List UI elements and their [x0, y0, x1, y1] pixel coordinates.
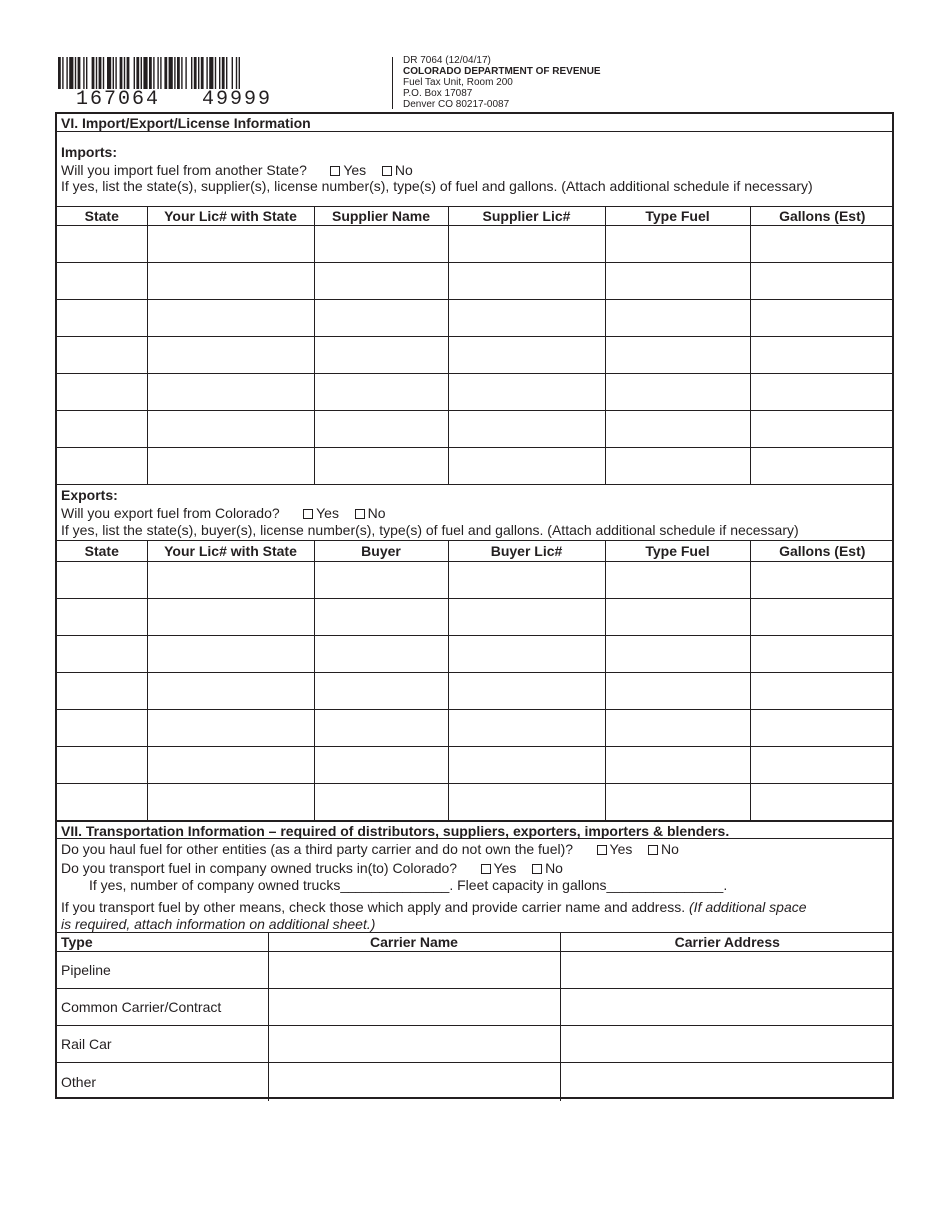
table-cell[interactable] [314, 636, 448, 673]
table-cell[interactable] [750, 448, 894, 485]
table-cell[interactable] [605, 448, 750, 485]
table-cell[interactable] [750, 784, 894, 821]
haul-yes-label: Yes [609, 841, 633, 857]
table-cell[interactable] [605, 636, 750, 673]
col-header: State [57, 541, 147, 562]
imports-yes-label: Yes [343, 162, 367, 178]
table-cell[interactable] [448, 710, 605, 747]
table-cell[interactable] [314, 411, 448, 448]
col-header: Your Lic# with State [147, 541, 314, 562]
table-cell[interactable] [147, 599, 314, 636]
exports-yes-checkbox[interactable] [303, 509, 313, 519]
table-row [57, 636, 894, 673]
table-row [57, 673, 894, 710]
table-row [57, 710, 894, 747]
table-cell[interactable] [147, 747, 314, 784]
table-cell[interactable] [448, 226, 605, 263]
table-cell[interactable] [57, 747, 147, 784]
carrier-type-label: Rail Car [57, 1026, 268, 1063]
table-cell[interactable] [147, 374, 314, 411]
table-row [57, 337, 894, 374]
table-cell[interactable] [57, 710, 147, 747]
carrier-address-cell[interactable] [560, 989, 894, 1026]
other-means-note-2: is required, attach information on additional sheet.) [61, 916, 376, 932]
col-header: Gallons (Est) [750, 207, 894, 226]
exports-question-text: Will you export fuel from Colorado? [61, 505, 280, 521]
table-cell[interactable] [605, 226, 750, 263]
city-address: Denver CO 80217-0087 [403, 99, 510, 110]
table-cell[interactable] [605, 673, 750, 710]
table-cell[interactable] [750, 263, 894, 300]
carrier-type-label: Other [57, 1063, 268, 1101]
table-cell[interactable] [314, 337, 448, 374]
table-row [57, 374, 894, 411]
table-cell[interactable] [605, 263, 750, 300]
table-cell[interactable] [147, 562, 314, 599]
table-cell[interactable] [750, 636, 894, 673]
carrier-type-label: Pipeline [57, 952, 268, 989]
section-6-title: VI. Import/Export/License Information [57, 114, 892, 132]
exports-instruction: If yes, list the state(s), buyer(s), license number(s), type(s) of fuel and gallons. (Attach additional schedule if necessary) [61, 522, 799, 538]
table-cell[interactable] [57, 374, 147, 411]
table-cell[interactable] [448, 374, 605, 411]
haul-no-checkbox[interactable] [648, 845, 658, 855]
table-cell[interactable] [147, 226, 314, 263]
exports-table [57, 540, 894, 821]
barcode [58, 57, 311, 89]
carrier-name-cell[interactable] [268, 989, 560, 1026]
table-cell[interactable] [147, 411, 314, 448]
table-cell[interactable] [57, 263, 147, 300]
trucks-details[interactable]: If yes, number of company owned trucks______________. Fleet capacity in gallons_______________. [89, 877, 728, 893]
table-row [57, 784, 894, 821]
col-header: Buyer [314, 541, 448, 562]
trucks-no-checkbox[interactable] [532, 864, 542, 874]
table-cell[interactable] [57, 599, 147, 636]
col-header: State [57, 207, 147, 226]
table-cell[interactable] [57, 300, 147, 337]
table-cell[interactable] [57, 226, 147, 263]
table-cell[interactable] [448, 747, 605, 784]
trucks-no-label: No [545, 860, 563, 876]
table-cell[interactable] [314, 562, 448, 599]
table-cell[interactable] [750, 337, 894, 374]
imports-table [57, 206, 894, 485]
haul-no-label: No [661, 841, 679, 857]
table-row [57, 226, 894, 263]
exports-yes-label: Yes [316, 505, 339, 521]
table-cell[interactable] [448, 337, 605, 374]
col-header: Gallons (Est) [750, 541, 894, 562]
table-cell[interactable] [448, 300, 605, 337]
table-cell[interactable] [448, 411, 605, 448]
table-cell[interactable] [57, 448, 147, 485]
haul-question [61, 841, 679, 857]
table-cell[interactable] [448, 599, 605, 636]
table-cell[interactable] [605, 562, 750, 599]
table-cell[interactable] [605, 411, 750, 448]
exports-header-row [57, 541, 894, 562]
table-cell[interactable] [314, 710, 448, 747]
imports-instruction: If yes, list the state(s), supplier(s), license number(s), type(s) of fuel and gallons. (Attach additional schedule if necessary) [61, 178, 813, 194]
table-cell[interactable] [314, 747, 448, 784]
carrier-address-cell[interactable] [560, 1026, 894, 1063]
carrier-row-other [57, 1063, 894, 1101]
col-header: Your Lic# with State [147, 207, 314, 226]
table-cell[interactable] [448, 784, 605, 821]
table-cell[interactable] [750, 673, 894, 710]
table-cell[interactable] [147, 710, 314, 747]
other-means-text [61, 899, 807, 915]
table-cell[interactable] [57, 337, 147, 374]
other-means-instruction: If you transport fuel by other means, check those which apply and provide carrier name and address. [61, 899, 686, 915]
table-cell[interactable] [314, 374, 448, 411]
table-cell[interactable] [750, 710, 894, 747]
carrier-type-label: Common Carrier/Contract [57, 989, 268, 1026]
table-cell[interactable] [147, 337, 314, 374]
table-cell[interactable] [448, 562, 605, 599]
carrier-row-common [57, 989, 894, 1026]
trucks-yes-label: Yes [493, 860, 517, 876]
table-cell[interactable] [147, 263, 314, 300]
col-header: Supplier Name [314, 207, 448, 226]
col-header: Type Fuel [605, 207, 750, 226]
table-cell[interactable] [147, 673, 314, 710]
carrier-row-rail [57, 1026, 894, 1063]
col-header: Buyer Lic# [448, 541, 605, 562]
table-cell[interactable] [605, 337, 750, 374]
table-cell[interactable] [57, 673, 147, 710]
header-divider [392, 57, 393, 109]
carrier-address-cell[interactable] [560, 952, 894, 989]
table-cell[interactable] [750, 599, 894, 636]
col-header: Carrier Name [268, 933, 560, 952]
carrier-address-cell[interactable] [560, 1063, 894, 1101]
table-cell[interactable] [314, 263, 448, 300]
carrier-name-cell[interactable] [268, 952, 560, 989]
table-cell[interactable] [314, 448, 448, 485]
trucks-yes-checkbox[interactable] [481, 864, 491, 874]
exports-heading: Exports: [61, 487, 118, 503]
other-means-note: (If additional space [689, 899, 807, 915]
po-box: P.O. Box 17087 [403, 88, 473, 99]
imports-question [61, 162, 413, 178]
table-cell[interactable] [605, 300, 750, 337]
table-cell[interactable] [147, 448, 314, 485]
table-cell[interactable] [750, 374, 894, 411]
exports-no-checkbox[interactable] [355, 509, 365, 519]
table-cell[interactable] [314, 784, 448, 821]
carrier-table [57, 932, 894, 1101]
agency-name: COLORADO DEPARTMENT OF REVENUE [403, 66, 601, 77]
carrier-name-cell[interactable] [268, 1063, 560, 1101]
table-cell[interactable] [448, 448, 605, 485]
section-7-title: VII. Transportation Information – required of distributors, suppliers, exporters, importers & blenders. [57, 821, 892, 839]
table-cell[interactable] [57, 784, 147, 821]
table-row [57, 562, 894, 599]
exports-question [61, 505, 386, 521]
unit-address: Fuel Tax Unit, Room 200 [403, 77, 513, 88]
table-row [57, 263, 894, 300]
table-cell[interactable] [147, 636, 314, 673]
col-header: Type [57, 933, 268, 952]
table-cell[interactable] [750, 226, 894, 263]
table-cell[interactable] [147, 300, 314, 337]
table-cell[interactable] [605, 747, 750, 784]
table-row [57, 599, 894, 636]
table-cell[interactable] [448, 263, 605, 300]
exports-no-label: No [367, 505, 386, 521]
imports-question-text: Will you import fuel from another State? [61, 162, 307, 178]
imports-no-checkbox[interactable] [382, 166, 392, 176]
table-cell[interactable] [314, 300, 448, 337]
carrier-header-row [57, 933, 894, 952]
col-header: Carrier Address [560, 933, 894, 952]
table-cell[interactable] [605, 784, 750, 821]
table-cell[interactable] [750, 562, 894, 599]
col-header: Supplier Lic# [448, 207, 605, 226]
table-cell[interactable] [448, 673, 605, 710]
table-cell[interactable] [750, 411, 894, 448]
table-cell[interactable] [57, 636, 147, 673]
table-row [57, 448, 894, 485]
col-header: Type Fuel [605, 541, 750, 562]
imports-no-label: No [394, 162, 413, 178]
imports-heading: Imports: [61, 144, 117, 160]
form-id: DR 7064 (12/04/17) [403, 55, 491, 66]
table-cell[interactable] [314, 226, 448, 263]
carrier-name-cell[interactable] [268, 1026, 560, 1063]
imports-header-row [57, 207, 894, 226]
table-cell[interactable] [750, 747, 894, 784]
table-row [57, 747, 894, 784]
table-row [57, 300, 894, 337]
table-cell[interactable] [314, 599, 448, 636]
table-row [57, 411, 894, 448]
header-info [403, 55, 601, 110]
table-cell[interactable] [605, 710, 750, 747]
table-cell[interactable] [147, 784, 314, 821]
table-cell[interactable] [448, 636, 605, 673]
table-cell[interactable] [605, 374, 750, 411]
table-cell[interactable] [57, 411, 147, 448]
trucks-question [61, 860, 563, 876]
table-cell[interactable] [605, 599, 750, 636]
haul-yes-checkbox[interactable] [597, 845, 607, 855]
haul-question-text: Do you haul fuel for other entities (as a third party carrier and do not own the fuel)? [61, 841, 574, 857]
carrier-row-pipeline [57, 952, 894, 989]
table-cell[interactable] [314, 673, 448, 710]
barcode-number: 167064 49999 [76, 88, 273, 111]
trucks-question-text: Do you transport fuel in company owned trucks in(to) Colorado? [61, 860, 458, 876]
table-cell[interactable] [750, 300, 894, 337]
form-body [55, 112, 894, 1099]
imports-yes-checkbox[interactable] [330, 166, 340, 176]
table-cell[interactable] [57, 562, 147, 599]
